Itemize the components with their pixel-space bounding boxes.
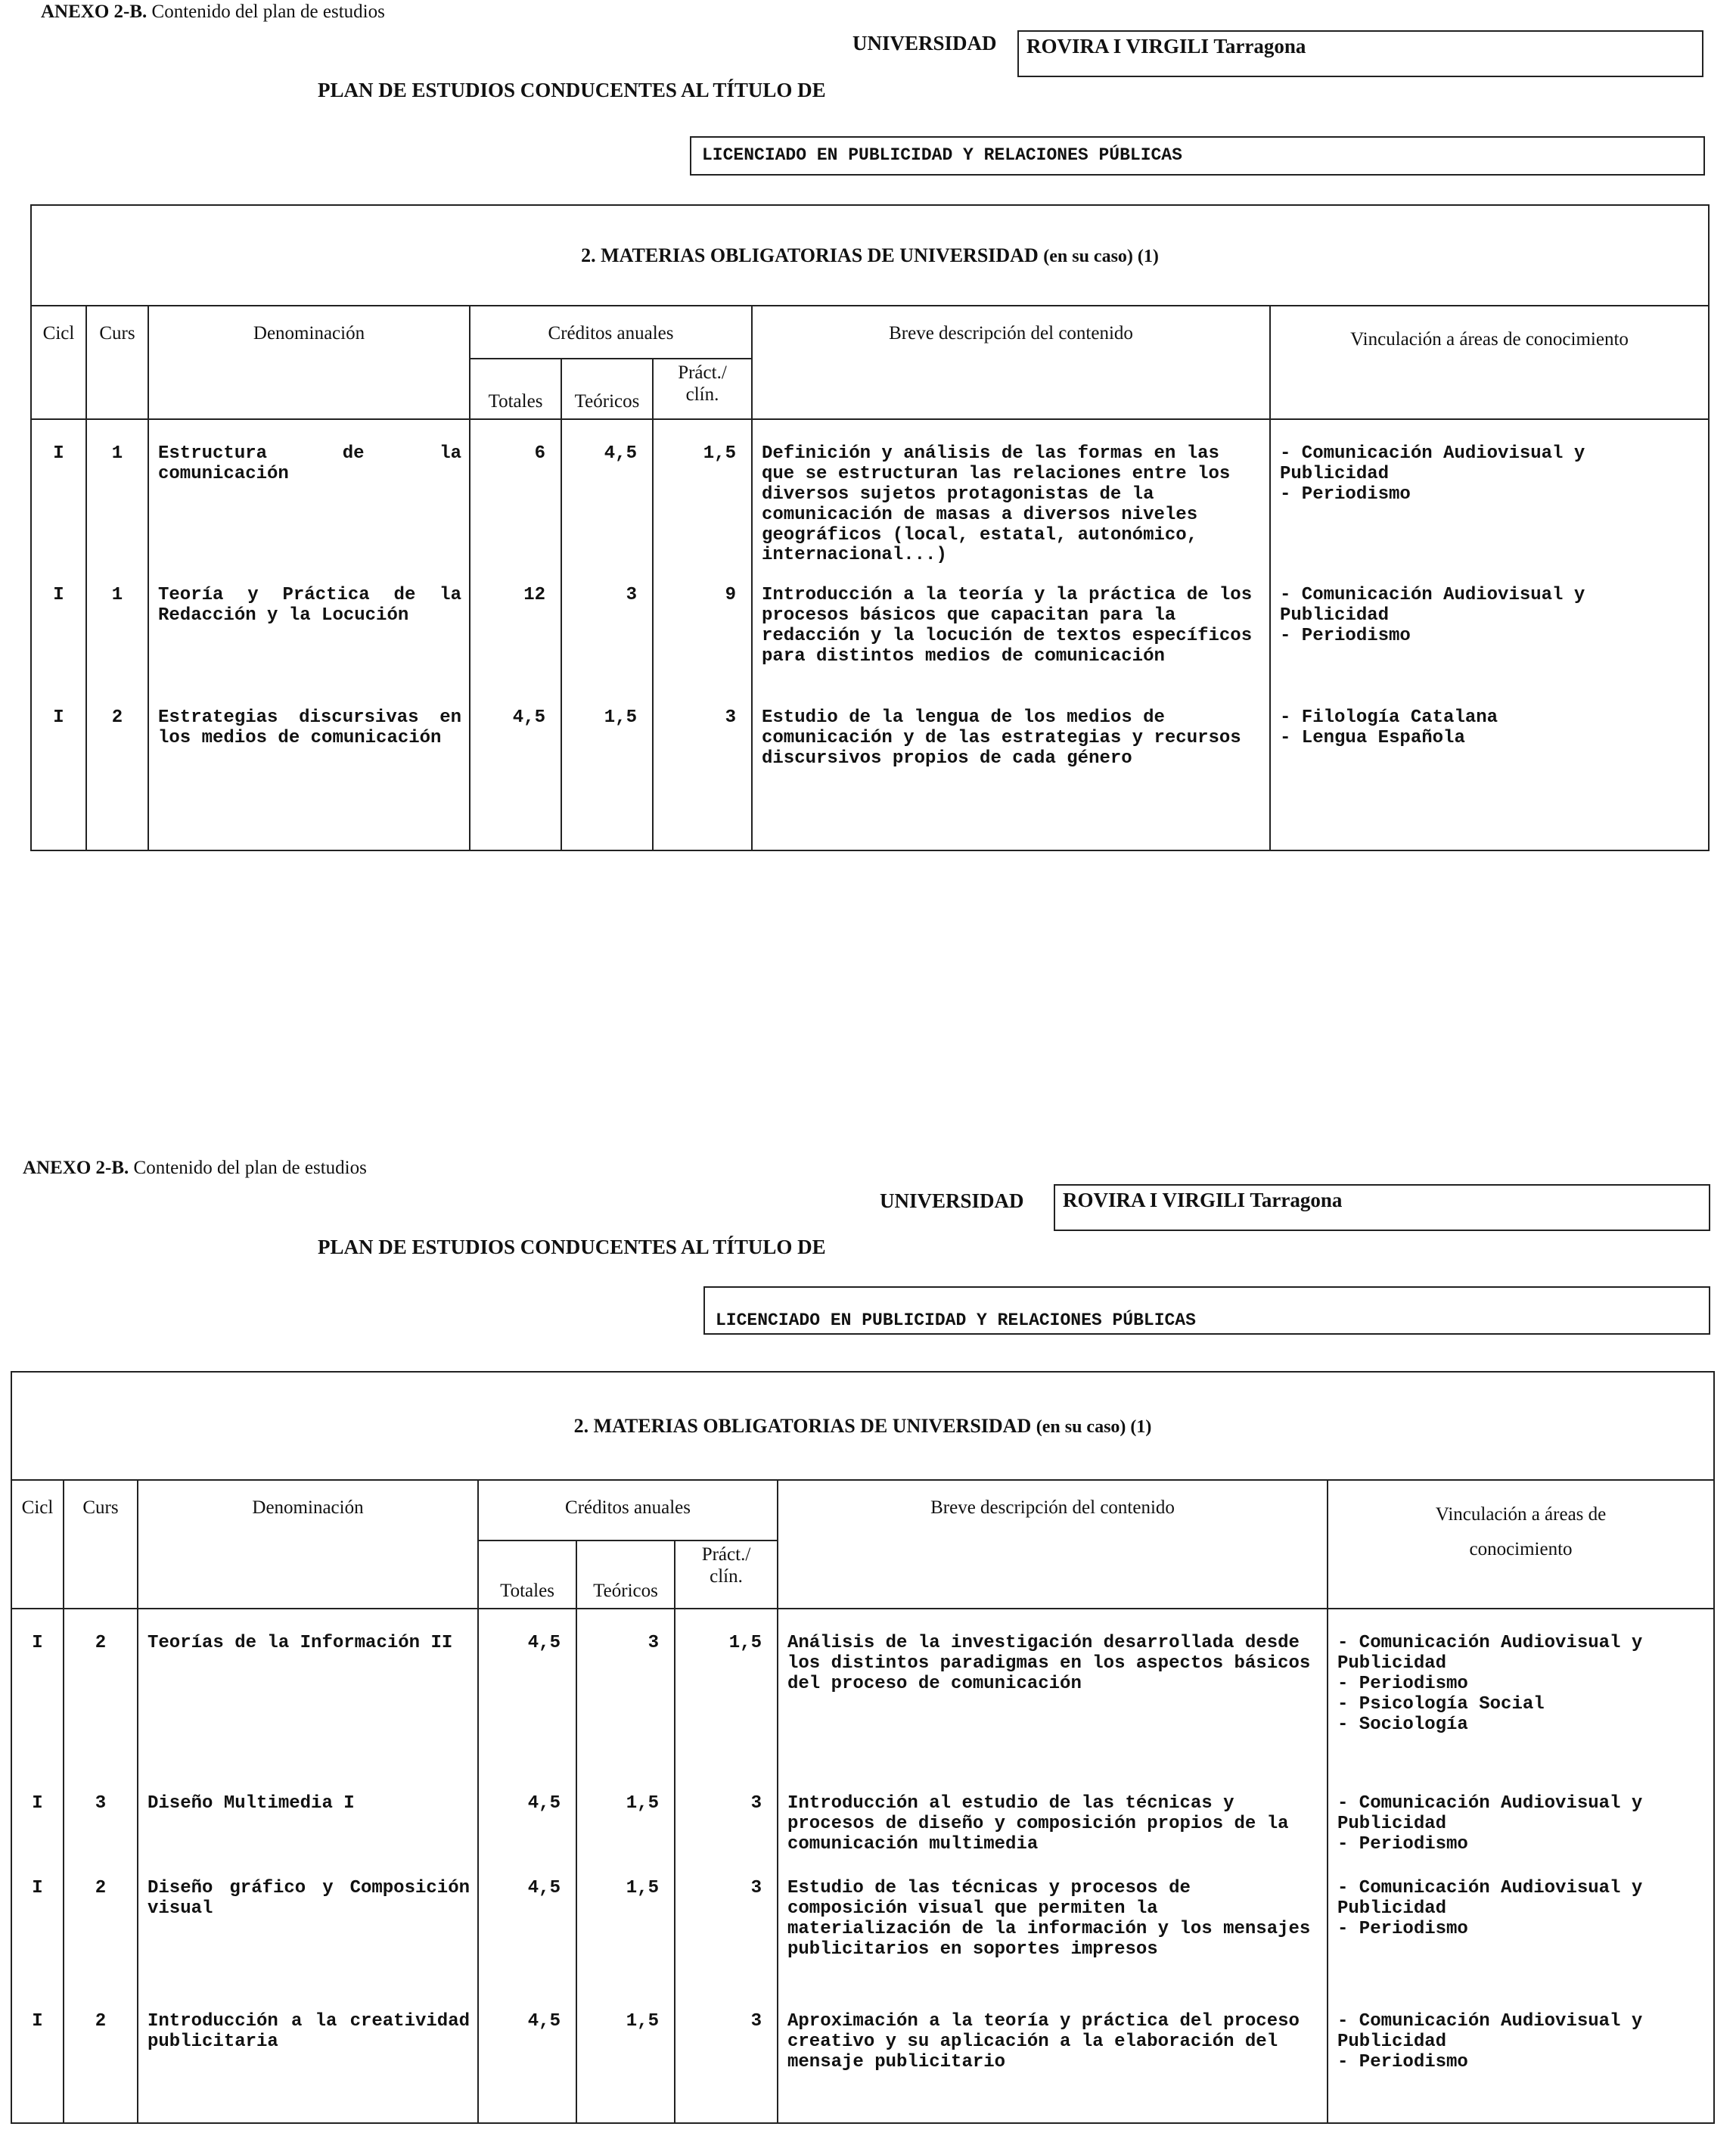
row-3-practicos: 3: [725, 707, 736, 728]
row-2-curs: 1: [111, 585, 123, 605]
row-3-practicos: 3: [750, 1878, 762, 1898]
column-vinculacion: [1270, 419, 1709, 850]
row-2-denominacion: Teoría y Práctica de la Redacción y la Locución: [158, 585, 461, 626]
header-teoricos: Teóricos: [561, 359, 653, 419]
column-denominacion: [148, 419, 470, 850]
row-1-practicos: 1,5: [728, 1633, 762, 1653]
row-1-practicos: 1,5: [703, 443, 736, 464]
row-4-denominacion: Introducción a la creatividad publicitaria: [148, 2011, 470, 2052]
row-3-descripcion: Estudio de las técnicas y procesos de composición visual que permiten la materialización de la información y los mensajes publicitarios en soportes impresos: [787, 1878, 1311, 1960]
row-4-descripcion: Aproximación a la teoría y práctica del proceso creativo y su aplicación a la elaboración del mensaje publicitario: [787, 2011, 1300, 2072]
header-curs: Curs: [64, 1480, 138, 1609]
row-1-vinculacion: - Comunicación Audiovisual y Publicidad - Periodismo: [1280, 443, 1585, 505]
column-totales: [470, 419, 561, 850]
row-2-curs: 3: [95, 1793, 107, 1814]
header-totales: Totales: [478, 1541, 576, 1609]
header-totales: Totales: [470, 359, 561, 419]
column-vinculacion: [1328, 1609, 1714, 2123]
header-vinculacion: Vinculación a áreas de conocimiento: [1270, 306, 1709, 419]
row-3-cicl: I: [53, 707, 64, 728]
degree-title: LICENCIADO EN PUBLICIDAD Y RELACIONES PÚBLICAS: [690, 136, 1705, 176]
column-teoricos: [561, 419, 653, 850]
row-3-denominacion: Diseño gráfico y Composición visual: [148, 1878, 470, 1919]
header-curs: Curs: [86, 306, 148, 419]
column-practicos: [675, 1609, 778, 2123]
header-denominacion: Denominación: [148, 306, 470, 419]
row-4-cicl: I: [32, 2011, 43, 2032]
column-cicl: [31, 419, 86, 850]
banner-main: 2. MATERIAS OBLIGATORIAS DE UNIVERSIDAD: [573, 1414, 1032, 1437]
header-vinculacion: Vinculación a áreas de conocimiento: [1328, 1480, 1714, 1609]
annex-heading: [41, 2, 385, 23]
row-3-curs: 2: [95, 1878, 107, 1898]
row-4-vinculacion: - Comunicación Audiovisual y Publicidad - Periodismo: [1337, 2011, 1643, 2072]
row-2-practicos: 3: [750, 1793, 762, 1814]
header-cicl: Cicl: [31, 306, 86, 419]
row-1-totales: 6: [534, 443, 545, 464]
row-1-curs: 1: [111, 443, 123, 464]
column-totales: [478, 1609, 576, 2123]
row-1-totales: 4,5: [527, 1633, 561, 1653]
row-1-cicl: I: [32, 1633, 43, 1653]
row-1-teoricos: 3: [648, 1633, 659, 1653]
column-practicos: [653, 419, 752, 850]
header-cicl: Cicl: [11, 1480, 64, 1609]
header-descripcion: Breve descripción del contenido: [778, 1480, 1328, 1609]
row-1-vinculacion: - Comunicación Audiovisual y Publicidad - Periodismo - Psicología Social - Sociología: [1337, 1633, 1643, 1735]
column-descripcion: [752, 419, 1270, 850]
row-1-cicl: I: [53, 443, 64, 464]
table-banner: [11, 1372, 1714, 1480]
annex-label: ANEXO 2-B.: [23, 1158, 129, 1178]
row-4-curs: 2: [95, 2011, 107, 2032]
row-1-curs: 2: [95, 1633, 107, 1653]
row-3-descripcion: Estudio de la lengua de los medios de comunicación y de las estrategias y recursos discursivos propios de cada género: [762, 707, 1241, 769]
header-denominacion: Denominación: [138, 1480, 478, 1609]
header-descripcion: Breve descripción del contenido: [752, 306, 1270, 419]
row-3-teoricos: 1,5: [604, 707, 637, 728]
row-2-practicos: 9: [725, 585, 736, 605]
degree-title: LICENCIADO EN PUBLICIDAD Y RELACIONES PÚBLICAS: [703, 1286, 1710, 1335]
row-2-vinculacion: - Comunicación Audiovisual y Publicidad - Periodismo: [1337, 1793, 1643, 1855]
plan-title: PLAN DE ESTUDIOS CONDUCENTES AL TÍTULO DE: [318, 79, 826, 101]
row-3-denominacion: Estrategias discursivas en los medios de comunicación: [158, 707, 461, 748]
materias-table-1: [30, 204, 1710, 851]
row-4-totales: 4,5: [527, 2011, 561, 2032]
row-2-cicl: I: [53, 585, 64, 605]
header-practicos: Práct./ clín.: [653, 359, 752, 419]
universidad-value: ROVIRA I VIRGILI Tarragona: [1017, 30, 1703, 77]
banner-main: 2. MATERIAS OBLIGATORIAS DE UNIVERSIDAD: [581, 244, 1039, 266]
row-2-teoricos: 3: [626, 585, 637, 605]
universidad-value: ROVIRA I VIRGILI Tarragona: [1054, 1184, 1710, 1231]
row-3-totales: 4,5: [527, 1878, 561, 1898]
row-2-totales: 12: [523, 585, 545, 605]
row-4-teoricos: 1,5: [626, 2011, 659, 2032]
header-creditos: Créditos anuales: [478, 1480, 778, 1541]
column-cicl: [11, 1609, 64, 2123]
row-2-descripcion: Introducción al estudio de las técnicas y procesos de diseño y composición propios de la comunicación multimedia: [787, 1793, 1289, 1855]
annex-heading: [23, 1158, 367, 1179]
header-practicos: Práct./ clín.: [675, 1541, 778, 1609]
row-2-descripcion: Introducción a la teoría y la práctica de los procesos básicos que capacitan para la redacción y la locución de textos específicos para distintos medios de comunicación: [762, 585, 1253, 667]
annex-text: Contenido del plan de estudios: [133, 1158, 367, 1178]
row-3-curs: 2: [111, 707, 123, 728]
row-3-vinculacion: - Filología Catalana - Lengua Española: [1280, 707, 1498, 748]
column-descripcion: [778, 1609, 1328, 2123]
header-creditos: Créditos anuales: [470, 306, 752, 359]
row-2-cicl: I: [32, 1793, 43, 1814]
column-teoricos: [576, 1609, 675, 2123]
row-2-denominacion: Diseño Multimedia I: [148, 1793, 355, 1814]
row-1-descripcion: Definición y análisis de las formas en las que se estructuran las relaciones entre los diversos sujetos protagonistas de la comunicación de masas a diversos niveles geográficos (local, estatal, autonómico, internacional...): [762, 443, 1231, 566]
row-2-teoricos: 1,5: [626, 1793, 659, 1814]
row-1-denominacion: Teorías de la Información II: [148, 1633, 453, 1653]
row-3-totales: 4,5: [512, 707, 545, 728]
row-1-teoricos: 4,5: [604, 443, 637, 464]
row-1-descripcion: Análisis de la investigación desarrollada desde los distintos paradigmas en los aspectos básicos del proceso de comunicación: [787, 1633, 1311, 1694]
row-2-totales: 4,5: [527, 1793, 561, 1814]
column-curs: [64, 1609, 138, 2123]
plan-title: PLAN DE ESTUDIOS CONDUCENTES AL TÍTULO DE: [318, 1236, 826, 1258]
row-2-vinculacion: - Comunicación Audiovisual y Publicidad - Periodismo: [1280, 585, 1585, 646]
banner-small: (en su caso) (1): [1043, 246, 1159, 266]
row-1-denominacion: Estructura de la comunicación: [158, 443, 461, 484]
row-3-vinculacion: - Comunicación Audiovisual y Publicidad - Periodismo: [1337, 1878, 1643, 1939]
column-curs: [86, 419, 148, 850]
banner-small: (en su caso) (1): [1036, 1416, 1152, 1437]
row-3-cicl: I: [32, 1878, 43, 1898]
annex-text: Contenido del plan de estudios: [151, 2, 385, 22]
row-4-practicos: 3: [750, 2011, 762, 2032]
table-banner: [31, 205, 1709, 306]
annex-label: ANEXO 2-B.: [41, 2, 148, 22]
universidad-label: UNIVERSIDAD: [852, 32, 997, 54]
column-denominacion: [138, 1609, 478, 2123]
universidad-label: UNIVERSIDAD: [880, 1189, 1024, 1212]
header-teoricos: Teóricos: [576, 1541, 675, 1609]
materias-table-2: [11, 1371, 1715, 2124]
row-3-teoricos: 1,5: [626, 1878, 659, 1898]
